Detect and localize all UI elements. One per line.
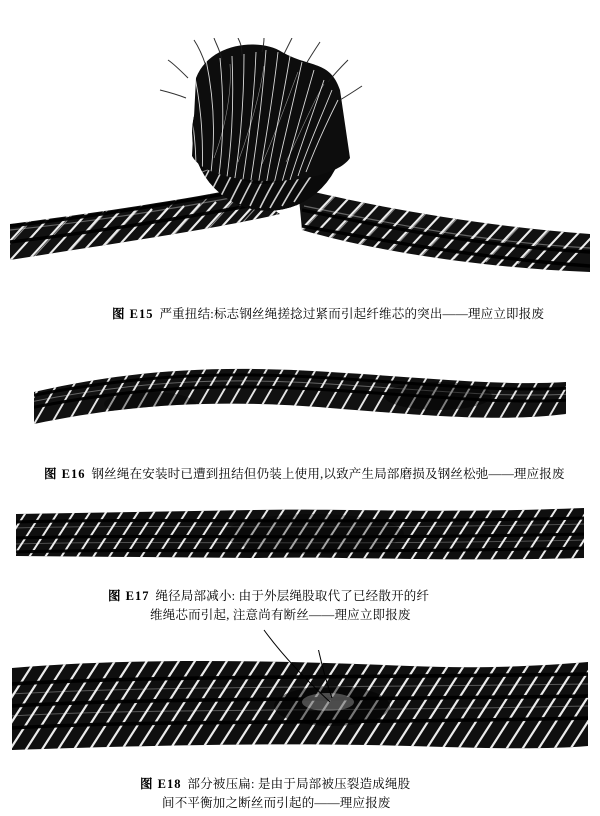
figure-e16-image (30, 352, 570, 444)
figure-e17-label: 图 E17 (108, 589, 150, 603)
figure-e17-image (14, 498, 586, 570)
figure-e18-caption-text-line1: 部分被压扁: 是由于局部被压裂造成绳股 (187, 777, 411, 791)
figure-e15-label: 图 E15 (112, 307, 154, 321)
figure-e15-image (10, 38, 590, 290)
wire-rope-kinked-installed-photo (30, 352, 570, 444)
figure-e15-caption-text: 严重扭结:标志钢丝绳搓捻过紧而引起纤维芯的突出——理应立即报废 (159, 307, 545, 321)
figure-e16-caption-text: 钢丝绳在安装时已遭到扭结但仍装上使用,以致产生局部磨损及钢丝松弛——理应报废 (91, 467, 565, 481)
figure-e17-caption-text-line2: 维绳芯而引起, 注意尚有断丝——理应立即报废 (150, 608, 411, 623)
callout-leader-line (260, 630, 350, 710)
figure-e15-caption (112, 305, 544, 324)
figure-e16-caption (44, 465, 565, 484)
wire-rope-diameter-reduction-photo (14, 498, 586, 570)
figure-e16-label: 图 E16 (44, 467, 86, 481)
figure-e18-caption-text-line2: 间不平衡加之断丝而引起的——理应报废 (162, 796, 391, 811)
figure-e18-label: 图 E18 (140, 777, 182, 791)
figure-e17-caption (108, 587, 429, 626)
wire-rope-severe-kink-photo (10, 38, 590, 290)
figure-e17-caption-text-line1: 绳径局部减小: 由于外层绳股取代了已经散开的纤 (155, 589, 430, 603)
figure-e18-caption (140, 775, 410, 814)
